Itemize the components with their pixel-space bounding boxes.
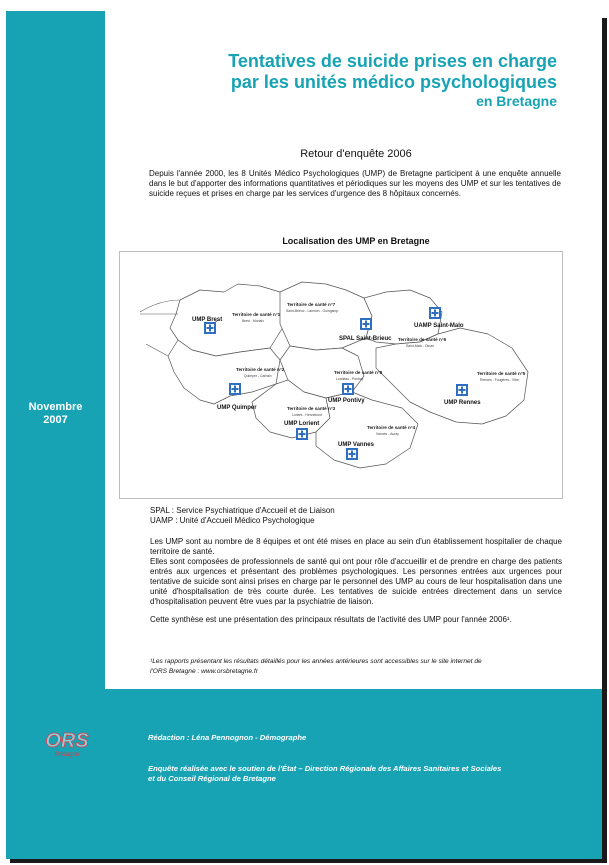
ump-rennes-label: UMP Rennes — [444, 400, 481, 406]
support-credit — [148, 764, 588, 784]
territory-cities-6: Saint-Malo - Dinan — [406, 344, 435, 348]
ump-brest-icon — [204, 322, 216, 334]
territory-label-2: Territoire de santé n°2 — [236, 367, 285, 372]
publication-date — [6, 401, 105, 427]
territory-label-8: Territoire de santé n°8 — [334, 370, 383, 375]
territory-label-6: Territoire de santé n°6 — [398, 337, 447, 342]
brittany-map — [119, 251, 563, 499]
support-line-2: et du Conseil Régional de Bretagne — [148, 774, 276, 783]
footnote-line-2: l'ORS Bretagne : www.orsbretagne.fr — [150, 668, 258, 675]
ump-pontivy-icon — [342, 383, 354, 395]
intro-paragraph: Depuis l'année 2000, les 8 Unités Médico Psychologiques (UMP) de Bretagne participent à une enquête annuelle dans le but d'apporter des informations quantitatives et périodiques sur les moyens des UMP et sur les tentatives de suicide reçues et prises en charge par les services d'urgence des 8 hôpitaux concernés. — [149, 169, 561, 198]
body-text — [150, 537, 562, 633]
map-figure — [120, 252, 562, 498]
ump-lorient-label: UMP Lorient — [284, 421, 320, 427]
territory-cities-8: Loudéac - Pontivy — [336, 377, 364, 381]
ump-lorient-icon — [296, 428, 308, 440]
territory-label-3: Territoire de santé n°3 — [287, 406, 336, 411]
ump-quimper-icon — [229, 383, 241, 395]
territory-cities-5: Rennes - Fougères - Vitré — [480, 378, 519, 382]
title-line-2: par les unités médico psychologiques — [230, 72, 557, 92]
document-page — [6, 11, 602, 859]
body-paragraph-1b: Elles sont composées de professionnels de santé qui ont pour rôle d'accueillir et de prendre en charge des patients entrés aux urgences et présentant des problèmes psychologiques. Les personnes entrées aux urgences pour tentative de suicide sont ainsi prises en charge par le personnel des UMP au cours de leur hospitalisation dans une unité d'hospitalisation de très courte durée. Les tentatives de suicide entrées directement dans un service d'hospitalisation peuvent être vues par la psychiatrie de liaison. — [150, 557, 562, 606]
uamp-saint-malo-icon — [429, 307, 441, 319]
ump-pontivy-label: UMP Pontivy — [328, 398, 365, 404]
spal-saint-brieuc-label: SPAL Saint-Brieuc — [339, 336, 392, 342]
title-line-3: en Bretagne — [476, 93, 557, 109]
survey-label: Retour d'enquête 2006 — [300, 148, 412, 160]
redaction-credit: Rédaction : Léna Pennognon - Démographe — [148, 733, 307, 742]
ump-vannes-label: UMP Vannes — [338, 442, 374, 448]
territory-cities-3: Lorient - Hennebont — [292, 413, 322, 417]
territory-label-7: Territoire de santé n°7 — [287, 302, 336, 307]
territory-boundaries — [168, 282, 528, 468]
body-paragraph-1 — [150, 537, 562, 607]
support-line-1: Enquête réalisée avec le soutien de l'État – Direction Régionale des Affaires Sanitaires et Sociales — [148, 764, 502, 773]
logo-text: ORS — [45, 730, 89, 752]
acronym-legend — [150, 506, 570, 526]
ump-rennes-icon — [456, 384, 468, 396]
logo-subtext: Bretagne — [54, 752, 80, 758]
territory-cities-1: Brest - Morlaix — [242, 319, 264, 323]
territory-label-5: Territoire de santé n°5 — [477, 371, 526, 376]
credits — [148, 733, 588, 784]
footnote — [150, 657, 562, 677]
ors-bretagne-logo — [36, 729, 98, 759]
date-year: 2007 — [43, 414, 68, 426]
ump-brest-label: UMP Brest — [192, 317, 223, 323]
body-paragraph-2: Cette synthèse est une présentation des principaux résultats de l'activité des UMP pour l'année 2006¹. — [150, 615, 512, 624]
ump-quimper-label: UMP Quimper — [217, 405, 257, 411]
territory-cities-2: Quimper - Carhaix — [244, 374, 272, 378]
map-title: Localisation des UMP en Bretagne — [282, 236, 430, 246]
territory-label-1: Territoire de santé n°1 — [232, 312, 281, 317]
legend-spal: SPAL : Service Psychiatrique d'Accueil et de Liaison — [150, 506, 335, 515]
body-paragraph-1a: Les UMP sont au nombre de 8 équipes et ont été mises en place au sein d'un établissement hospitalier de chaque territoire de santé. — [150, 537, 562, 556]
uamp-saint-malo-label: UAMP Saint-Malo — [414, 323, 464, 329]
legend-uamp: UAMP : Unité d'Accueil Médico Psychologique — [150, 516, 315, 525]
ump-vannes-icon — [346, 448, 358, 460]
page-title — [116, 51, 557, 110]
footnote-line-1: ¹Les rapports présentant les résultats détaillés pour les années antérieures sont accessibles sur le site internet de — [150, 658, 482, 665]
territory-label-4: Territoire de santé n°4 — [367, 425, 416, 430]
sidebar-band — [6, 11, 105, 689]
title-line-1: Tentatives de suicide prises en charge — [228, 51, 557, 71]
territory-cities-7: Saint-Brieuc - Lannion - Guingamp — [286, 309, 339, 313]
date-month: Novembre — [28, 401, 83, 413]
territory-cities-4: Vannes - Auray — [376, 432, 399, 436]
spal-saint-brieuc-icon — [360, 318, 372, 330]
